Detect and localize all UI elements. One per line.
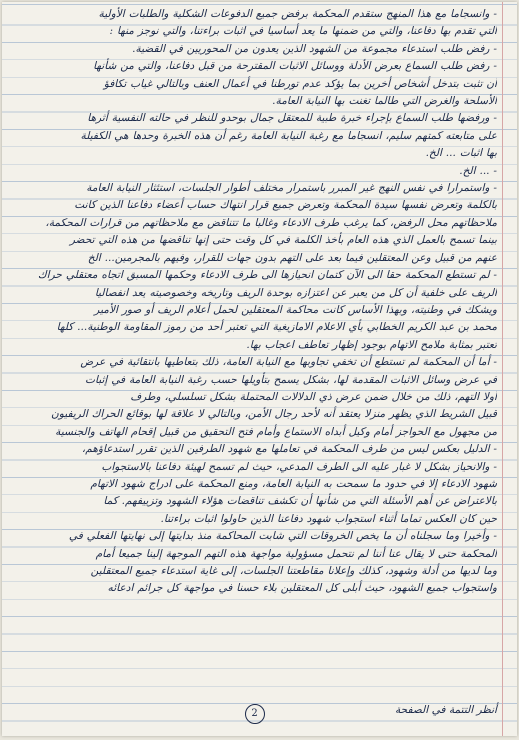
text-line: محمد بن عبد الكريم الخطابي بأي الاعلام الامازيغية التي تعتبر أحد من رموز المقاومة الوطنية... كلها bbox=[56, 321, 497, 334]
page-number: 2 bbox=[245, 704, 265, 724]
text-line: - رفض طلب استدعاء مجموعة من الشهود الذين يعدون من المحوريين في القضية. bbox=[132, 42, 497, 55]
text-line: قبيل الشريط الذي يظهر منزلا يعتقد أنه لأحد رجال الأمن، وبالتالي لا علاقة لها بوقائع الحراك الريفيون bbox=[51, 408, 497, 421]
page-footer bbox=[12, 704, 497, 726]
text-line: - رفض طلب السماع بعرض الأدلة ووسائل الاثبات المقترحة من قبل دفاعنا، والتي من شأنها bbox=[93, 60, 497, 73]
text-line: المحكمة حتى لا يقال عنا أننا لم نتحمل مسؤولية مواجهة هذه التهم الموجهة إلينا جميعا أمام bbox=[95, 547, 497, 560]
text-line: وما لديها من أدلة وشهود، كذلك وإعلانا مقاطعتنا الجلسات، إلى غاية استدعاء جميع المعتقلين bbox=[90, 565, 497, 577]
text-line: تعتبر بمثابة ملامح الاتهام بوجود إظهار تعاطف اعجاب بها. bbox=[246, 338, 497, 351]
text-line: واستجواب جميع الشهود، حيث أبلى كل المعتقلين بلاء حسنا في مواجهة كل جرائم ادعائه bbox=[107, 582, 497, 595]
text-line: - وأخيرا وما سجلناه أن ما يخص الخروقات التي شابت المحاكمة منذ بدايتها إلى نهايتها الفعلي في bbox=[68, 530, 497, 543]
text-line: بينما تسمح بالعمل الذي هذه العام بأخذ الكلمة في كل وقت حتى إنها تناقضها من هذه التي تحضر bbox=[69, 234, 497, 247]
text-line: - وانسجاما مع هذا المنهج ستقدم المحكمة برفض جميع الدفوعات الشكلية والطلبات الأولية bbox=[98, 8, 497, 20]
text-line: أولا التهم، ذلك من خلال ضمن عرض ذي الدلالات المحتملة بشكل تسلسلي، وطرف bbox=[130, 390, 497, 403]
text-line: - أما أن المحكمة لم تستطع أن تخفي تجاوبها مع النيابة العامة، ذلك بتعاطيها بانتقائية في عرض bbox=[80, 356, 497, 369]
text-line: الأسلحة والغرض التي طالما تغنت بها النيابة العامة. bbox=[272, 95, 497, 108]
continuation-note: أنظر التتمة في الصفحة bbox=[394, 704, 497, 716]
text-line: بها اثبات ... الخ. bbox=[425, 147, 497, 160]
text-line: - ورفضها طلب السماع بإجراء خبرة طبية للمعتقل جمال بوحدو للنظر في حالته النفسية أثرها bbox=[87, 112, 497, 125]
text-line: حين كان العكس تماما أثناء استجواب شهود دفاعنا الذين حاولوا اثبات براءتنا. bbox=[160, 512, 497, 525]
text-line: أن تثبت بتدخل أشخاص أخرين بما يؤكد عدم تورطنا في أعمال العنف وبالتالي غياب تكافؤ bbox=[103, 77, 497, 90]
handwritten-text bbox=[12, 6, 497, 598]
text-line: - ... الخ. bbox=[459, 164, 497, 177]
text-line: - واستمرارا في نفس النهج غير المبرر باستمرار مختلف أطوار الجلسات، استئثار النيابة العامة bbox=[86, 182, 497, 195]
text-line: على متابعته كمتهم سليم، انسجاما مع رغبة النيابة العامة رغم أن هذه الخبرة وحدها هي الكفيلة bbox=[80, 129, 497, 142]
text-line: - والانحياز بشكل لا غبار عليه الى الطرف المدعي، حيث لم تسمح لهيئة دفاعنا بالاستجواب bbox=[101, 460, 497, 473]
text-line: الريف على خلفية أن كل من يعبر عن اعتزازه بوحدة الريف وتاريخه وخصوصيته يعد انفصاليا bbox=[94, 286, 497, 299]
notebook-page bbox=[2, 2, 517, 736]
text-line: بالكلمة وتعرض نفسها سيدة المحكمة وتعرض جميع قرار انتهاك حساب أعضاء دفاعنا الذين كانت bbox=[74, 199, 497, 212]
text-line: شهود الادعاء إلا في حدود ما سمحت به النيابة العامة، ومنع المحكمة على ادراج شهود الاتهام bbox=[90, 477, 497, 490]
text-line: ويشكك في وطنيته، وبهذا الأساس كانت محاكمة المعتقلين لحمل أعلام الريف أو صور الأمير bbox=[94, 303, 497, 316]
text-line: في عرض وسائل الاثبات المقدمة لها، بشكل يسمح بتأويلها حسب رغبة النيابة العامة في إثبات bbox=[85, 373, 497, 386]
text-line: بالاعتراض عن أهم الأسئلة التي من شأنها أن تكشف تناقضات هؤلاء الشهود وتزييفهم. كما bbox=[103, 495, 497, 508]
text-line: عنهم من قبيل وعن المعتقلين فيما بعد على التهم بدون جهات للقرار، وفيهم بالمجرمين... الخ bbox=[87, 251, 497, 264]
margin-line bbox=[502, 2, 503, 736]
text-line: - لم تستطع المحكمة حقا الى الآن كتمان انحيازها الى طرف الادعاء وحكمها المسبق اتجاه معتقلي حراك bbox=[37, 269, 497, 282]
text-line: التي تقدم بها دفاعنا، والتي من ضمنها ما يعد أساسيا في اثبات براءتنا، والتي نوجز منها : bbox=[109, 25, 497, 38]
text-line: ملاحظاتهم محل الرفض، كما يرغب طرف الادعاء وغالبا ما تتناقض مع ملاحظاتهم من قرارات المحكمة، bbox=[45, 216, 497, 229]
text-line: من مجهول مع الحواجز أمام وكيل أبداه الاستماع وأمام فتح التحقيق من قبيل إقحام الهاتف والجنسية bbox=[55, 425, 497, 438]
text-line: - الدليل بعكس ليس من طرف المحكمة في تعاملها مع شهود الطرفين الذين تقرر استدعاؤهم، bbox=[81, 443, 497, 456]
